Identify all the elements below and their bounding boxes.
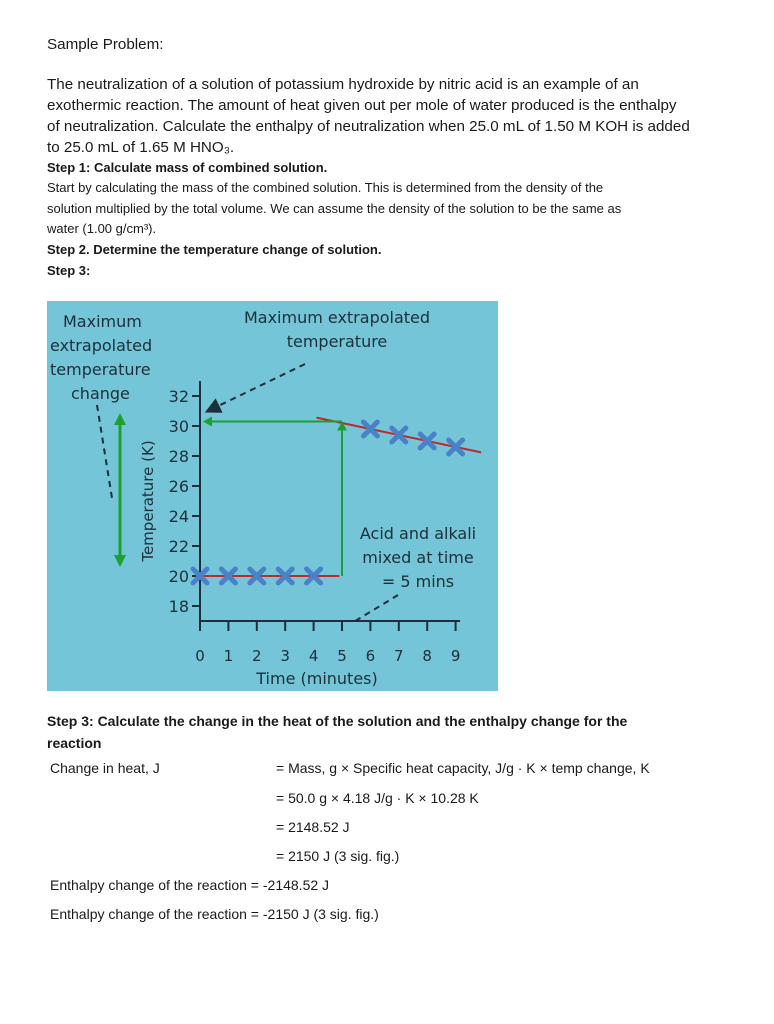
calc-line: = 2150 J (3 sig. fig.) bbox=[276, 848, 400, 864]
label-max-temp: temperature bbox=[286, 332, 388, 351]
pointer-line bbox=[97, 405, 112, 498]
enthalpy-line: Enthalpy change of the reaction = -2148.52 J bbox=[50, 877, 330, 893]
y-tick-label: 22 bbox=[168, 537, 189, 556]
label-mixed: Acid and alkali bbox=[359, 524, 477, 543]
x-axis-label: Time (minutes) bbox=[256, 669, 378, 688]
x-tick-label: 8 bbox=[422, 647, 432, 665]
label-max-change: Maximum bbox=[63, 312, 142, 331]
max-temp-arrow bbox=[203, 417, 212, 427]
y-tick-label: 24 bbox=[168, 507, 189, 526]
step1-line: water (1.00 g/cm³). bbox=[47, 221, 157, 236]
intro-line: to 25.0 mL of 1.65 M HNO₃. bbox=[47, 139, 235, 156]
temp-change-arrow-up bbox=[114, 413, 126, 425]
data-point bbox=[420, 434, 434, 448]
temperature-figure bbox=[47, 301, 498, 691]
temperature-chart bbox=[47, 301, 498, 691]
change-in-heat-label: Change in heat, J bbox=[50, 760, 160, 776]
x-tick-label: 4 bbox=[308, 647, 319, 665]
intro-line: of neutralization. Calculate the enthalpy of neutralization when 25.0 mL of 1.50 M KOH is added bbox=[47, 118, 690, 135]
step1-line: solution multiplied by the total volume. We can assume the density of the solution to be the same as bbox=[47, 201, 622, 216]
calc-line: = 2148.52 J bbox=[276, 819, 350, 835]
y-tick-label: 32 bbox=[168, 387, 189, 406]
enthalpy-line: Enthalpy change of the reaction = -2150 J (3 sig. fig.) bbox=[50, 906, 379, 922]
x-tick-label: 6 bbox=[365, 647, 376, 665]
label-max-change: extrapolated bbox=[50, 336, 153, 355]
step1-line: Start by calculating the mass of the combined solution. This is determined from the density of the bbox=[47, 180, 604, 195]
x-tick-label: 9 bbox=[450, 647, 461, 665]
x-tick-label: 3 bbox=[280, 647, 290, 665]
label-max-temp: Maximum extrapolated bbox=[243, 308, 431, 327]
step3-heading: Step 3: Calculate the change in the heat of the solution and the enthalpy change for the bbox=[47, 713, 628, 729]
x-tick-label: 2 bbox=[252, 647, 262, 665]
y-tick-label: 20 bbox=[168, 567, 189, 586]
data-point bbox=[449, 440, 463, 454]
temp-change-arrow-down bbox=[114, 555, 126, 567]
x-tick-label: 1 bbox=[223, 647, 234, 665]
step3-heading: reaction bbox=[47, 735, 102, 751]
label-mixed: = 5 mins bbox=[381, 572, 455, 591]
x-tick-label: 0 bbox=[195, 647, 205, 665]
pointer-line bbox=[352, 595, 398, 623]
calc-line: = Mass, g × Specific heat capacity, J/g · K × temp change, K bbox=[276, 760, 650, 776]
step1-heading: Step 1: Calculate mass of combined solution. bbox=[47, 160, 328, 175]
y-axis-label: Temperature (K) bbox=[139, 440, 157, 562]
y-tick-label: 28 bbox=[168, 447, 189, 466]
y-tick-label: 30 bbox=[168, 417, 189, 436]
data-point bbox=[363, 422, 377, 436]
intro-line: exothermic reaction. The amount of heat given out per mole of water produced is the enthalpy bbox=[47, 97, 677, 114]
page-title: Sample Problem: bbox=[47, 36, 164, 53]
step2-heading: Step 2. Determine the temperature change of solution. bbox=[47, 242, 382, 257]
label-mixed: mixed at time bbox=[362, 548, 474, 567]
data-point bbox=[392, 428, 406, 442]
y-tick-label: 26 bbox=[168, 477, 189, 496]
pointer-line bbox=[212, 364, 305, 409]
intro-line: The neutralization of a solution of potassium hydroxide by nitric acid is an example of an bbox=[47, 76, 639, 93]
step3-label: Step 3: bbox=[47, 263, 91, 278]
x-tick-label: 5 bbox=[337, 647, 347, 665]
calc-line: = 50.0 g × 4.18 J/g · K × 10.28 K bbox=[276, 790, 479, 806]
label-max-change: temperature bbox=[50, 360, 151, 379]
y-tick-label: 18 bbox=[168, 597, 189, 616]
label-max-change: change bbox=[71, 384, 130, 403]
x-tick-label: 7 bbox=[394, 647, 404, 665]
